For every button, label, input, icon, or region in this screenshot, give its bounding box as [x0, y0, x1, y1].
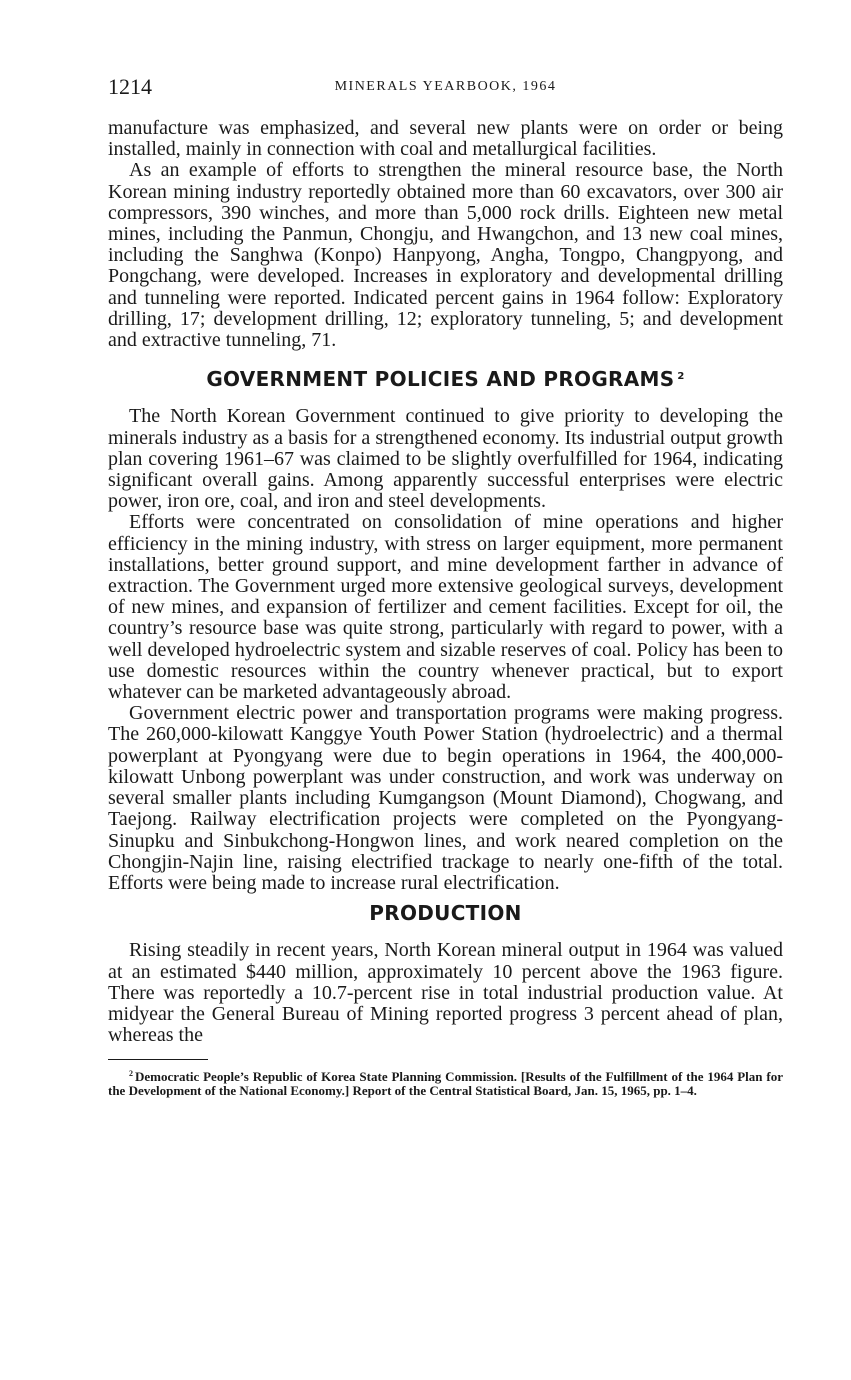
paragraph-continued: manufacture was emphasized, and several new plants were on order or being installed, mainly in connection with coal and metallurgical facilities. — [108, 117, 783, 161]
section-heading-policies-text: GOVERNMENT POLICIES AND PROGRAMS — [206, 367, 675, 392]
paragraph-priority: The North Korean Government continued to give priority to developing the minerals industry as a basis for a strengthened economy. Its industrial output growth plan covering 1961–67 was claimed to be slightly overfulfilled for 1964, indicating significant overall gains. Among apparently successful enterprises were electric power, iron ore, coal, and iron and steel developments. — [108, 405, 783, 513]
paragraph-efficiency: Efforts were concentrated on consolidation of mine operations and higher efficiency in the mining industry, with stress on larger equipment, more permanent installations, better ground support, and mine development farther in advance of extraction. The Government urged more extensive geological surveys, development of new mines, and expansion of fertilizer and cement facilities. Except for oil, the country’s resource base was quite strong, particularly with regard to power, with a well developed hydroelectric system and sizable reserves of coal. Policy has been to use domestic resources within the country whenever practical, but to export whatever can be marketed advantageously abroad. — [108, 511, 783, 704]
footnote-marker: 2 — [129, 1069, 133, 1078]
footnote-text: Democratic People’s Republic of Korea State Planning Commission. [Results of the Fulfillment of the 1964 Plan for the Development of the National Economy.] Report of the Central Statistical Board, Jan. 15, 1965, pp. 1–4. — [108, 1069, 783, 1098]
running-header — [108, 74, 783, 104]
footnote-reference: 2 — [677, 370, 685, 382]
paragraph-production: Rising steadily in recent years, North Korean mineral output in 1964 was valued at an estimated $440 million, approximately 10 percent above the 1963 figure. There was reportedly a 10.7-percent rise in total industrial production value. At midyear the General Bureau of Mining reported progress 3 percent ahead of plan, whereas the — [108, 939, 783, 1047]
running-title: MINERALS YEARBOOK, 1964 — [334, 79, 557, 94]
footnote-divider — [108, 1059, 208, 1060]
footnote — [108, 1070, 783, 1097]
section-heading-policies — [108, 369, 783, 390]
paragraph-equipment: As an example of efforts to strengthen the mineral resource base, the North Korean mining industry reportedly obtained more than 60 excavators, over 300 air compressors, 390 winches, and more than 5,000 rock drills. Eighteen new metal mines, including the Panmun, Chongju, and Hwangchon, and 13 new coal mines, including the Sanghwa (Konpo) Hanpyong, Angha, Tongpo, Changpyong, and Pongchang, were developed. Increases in exploratory and developmental drilling and tunneling were reported. Indicated percent gains in 1964 follow: Exploratory drilling, 17; development drilling, 12; exploratory tunneling, 5; and development and extractive tunneling, 71. — [108, 159, 783, 352]
page-number: 1214 — [108, 74, 152, 99]
paragraph-power-programs: Government electric power and transportation programs were making progress. The 260,000-kilowatt Kanggye Youth Power Station (hydroelectric) and a thermal powerplant at Pyongyang were due to begin operations in 1964, the 400,000-kilowatt Unbong powerplant was under construction, and work was underway on several smaller plants including Kumgangson (Mount Diamond), Chogwang, and Taejong. Railway electrification projects were completed on the Pyongyang-Sinupku and Sinbukchong-Hongwon lines, and work neared completion on the Chongjin-Najin line, raising electrified trackage to nearly one-fifth of the total. Efforts were being made to increase rural electrification. — [108, 702, 783, 894]
section-heading-production: PRODUCTION — [369, 901, 522, 926]
body-text — [108, 118, 783, 1098]
